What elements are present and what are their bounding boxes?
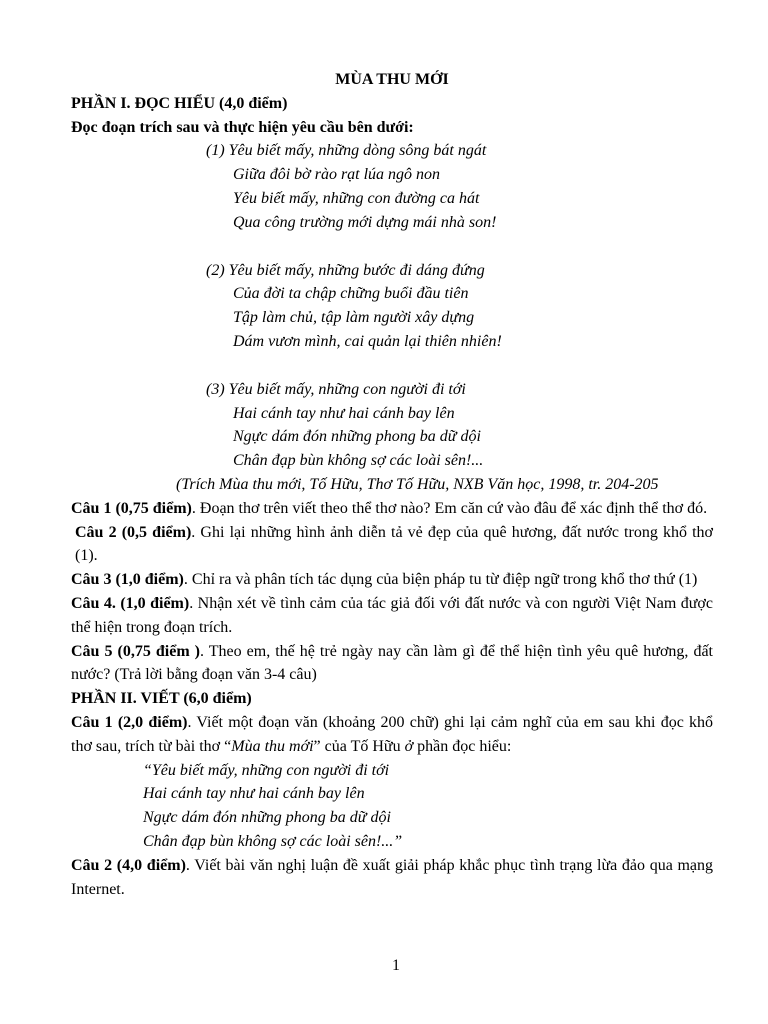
writing-question-2-text: . Viết bài văn nghị luận đề xuất giải pháp khắc phục tình trạng lừa đảo qua mạng Internet. <box>71 856 714 898</box>
stanza-3-number: (3) <box>206 380 225 398</box>
stanza-2-line-3: Tập làm chủ, tập làm người xây dựng <box>233 309 475 327</box>
question-3-text: . Chỉ ra và phân tích tác dụng của biện pháp tu từ điệp ngữ trong khổ thơ thứ (1) <box>183 571 698 589</box>
page-number: 1 <box>392 957 400 974</box>
stanza-1-line-2: Giữa đôi bờ rào rạt lúa ngô non <box>233 166 441 184</box>
question-1 <box>71 497 713 521</box>
stanza-3-line-4: Chân đạp bùn không sợ các loài sên!... <box>233 452 484 470</box>
quoted-line-4: Chân đạp bùn không sợ các loài sên!...” <box>143 832 403 850</box>
part1-instruction: Đọc đoạn trích sau và thực hiện yêu cầu bên dưới: <box>71 118 414 136</box>
quoted-stanza <box>71 759 713 854</box>
writing-question-1 <box>71 711 713 759</box>
poem-excerpt <box>71 139 713 473</box>
stanza-spacer <box>206 235 713 259</box>
part2-heading: PHẦN II. VIẾT (6,0 điểm) <box>71 690 252 708</box>
stanza-3-line-2: Hai cánh tay như hai cánh bay lên <box>233 404 455 422</box>
question-1-label: Câu 1 (0,75 điểm) <box>71 499 192 517</box>
stanza-2-line-4: Dám vươn mình, cai quản lại thiên nhiên! <box>233 332 502 350</box>
question-1-text: . Đoạn thơ trên viết theo thể thơ nào? Em căn cứ vào đâu để xác định thể thơ đó. <box>191 499 708 517</box>
question-4-label: Câu 4. (1,0 điểm) <box>71 594 190 612</box>
citation: (Trích Mùa thu mới, Tố Hữu, Thơ Tố Hữu, NXB Văn học, 1998, tr. 204-205 <box>176 475 659 493</box>
writing-question-1-text-before: . Viết một đoạn văn (khoảng 200 chữ) ghi lại cảm nghĩ của em sau khi đọc khổ thơ sau, trích từ bài thơ “ <box>71 713 714 755</box>
question-5-text: . Theo em, thế hệ trẻ ngày nay cần làm gì để thể hiện tình yêu quê hương, đất nước? (Trả lời bằng đoạn văn 3-4 câu) <box>71 642 713 684</box>
question-4 <box>71 592 713 640</box>
stanza-2-line-2: Của đời ta chập chững buổi đầu tiên <box>233 285 469 303</box>
writing-question-1-text-italic: ở <box>404 737 414 755</box>
poem-stanza-1 <box>206 139 713 234</box>
question-5-label: Câu 5 (0,75 điểm ) <box>71 642 200 660</box>
part1-heading: PHẦN I. ĐỌC HIỂU (4,0 điểm) <box>71 94 288 112</box>
question-5 <box>71 640 713 688</box>
writing-question-1-label: Câu 1 (2,0 điểm) <box>71 713 188 731</box>
quoted-line-2: Hai cánh tay như hai cánh bay lên <box>143 785 365 803</box>
stanza-2-number: (2) <box>206 261 225 279</box>
quoted-line-3: Ngực dám đón những phong ba dữ dội <box>143 809 391 827</box>
stanza-1-line-3: Yêu biết mấy, những con đường ca hát <box>233 189 480 207</box>
question-4-text: . Nhận xét về tình cảm của tác giả đối với đất nước và con người Việt Nam được thể hiện trong đoạn trích. <box>71 594 713 636</box>
question-3-label: Câu 3 (1,0 điểm) <box>71 571 184 589</box>
document-title: MÙA THU MỚI <box>335 71 449 88</box>
writing-question-1-text-middle: ” của Tố Hữu <box>313 737 405 755</box>
question-2-label: Câu 2 (0,5 điểm) <box>75 523 192 541</box>
stanza-3-line-1 <box>206 378 713 402</box>
stanza-3-line-1-text: Yêu biết mấy, những con người đi tới <box>228 380 466 398</box>
poem-stanza-2 <box>206 259 713 354</box>
stanza-3-line-3: Ngực dám đón những phong ba dữ dội <box>233 428 481 446</box>
stanza-2-line-1 <box>206 259 713 283</box>
question-2 <box>71 521 713 569</box>
writing-question-1-poem-title: Mùa thu mới <box>231 737 314 755</box>
stanza-1-line-1 <box>206 139 713 163</box>
stanza-1-line-4: Qua công trường mới dựng mái nhà son! <box>233 213 497 231</box>
stanza-2-line-1-text: Yêu biết mấy, những bước đi dáng đứng <box>228 261 485 279</box>
document-page <box>71 68 713 901</box>
poem-stanza-3 <box>206 378 713 473</box>
quoted-line-1: “Yêu biết mấy, những con người đi tới <box>143 761 390 779</box>
writing-question-2 <box>71 854 713 902</box>
question-2-text: . Ghi lại những hình ảnh diễn tả vẻ đẹp của quê hương, đất nước trong khổ thơ (1). <box>75 523 714 565</box>
stanza-spacer <box>206 354 713 378</box>
stanza-1-line-1-text: Yêu biết mấy, những dòng sông bát ngát <box>228 142 487 160</box>
writing-question-1-text-after: phần đọc hiểu: <box>413 737 512 755</box>
question-3 <box>71 568 713 592</box>
writing-question-2-label: Câu 2 (4,0 điểm) <box>71 856 186 874</box>
stanza-1-number: (1) <box>206 142 225 160</box>
